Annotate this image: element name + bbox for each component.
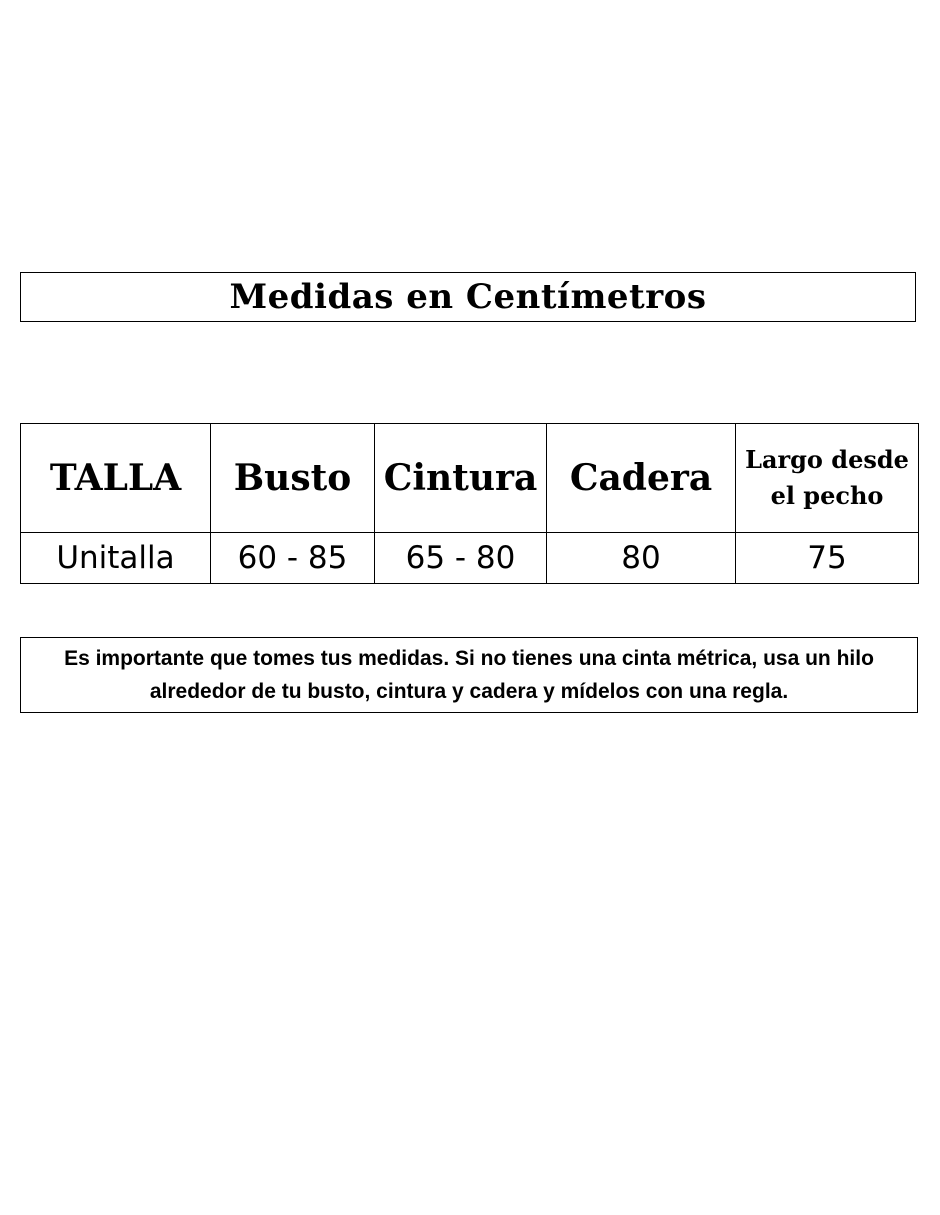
page-title: Medidas en Centímetros [229, 277, 707, 317]
header-busto: Busto [211, 424, 375, 533]
note-text [64, 642, 874, 708]
header-largo-line2: el pecho [770, 481, 884, 510]
table-header-row [21, 424, 919, 533]
table-row [21, 533, 919, 584]
note-line1: Es importante que tomes tus medidas. Si no tienes una cinta métrica, usa un hilo [64, 647, 874, 670]
cell-cintura: 65 - 80 [375, 533, 547, 584]
header-talla: TALLA [21, 424, 211, 533]
cell-busto: 60 - 85 [211, 533, 375, 584]
note-line2: alrededor de tu busto, cintura y cadera y mídelos con una regla. [149, 680, 789, 703]
note-box [20, 637, 918, 713]
cell-cadera: 80 [547, 533, 736, 584]
header-cintura: Cintura [375, 424, 547, 533]
cell-talla: Unitalla [21, 533, 211, 584]
title-box [20, 272, 916, 322]
cell-largo: 75 [736, 533, 919, 584]
size-table [20, 423, 919, 584]
header-cadera: Cadera [547, 424, 736, 533]
header-largo-line1: Largo desde [745, 445, 909, 474]
header-largo [736, 424, 919, 533]
